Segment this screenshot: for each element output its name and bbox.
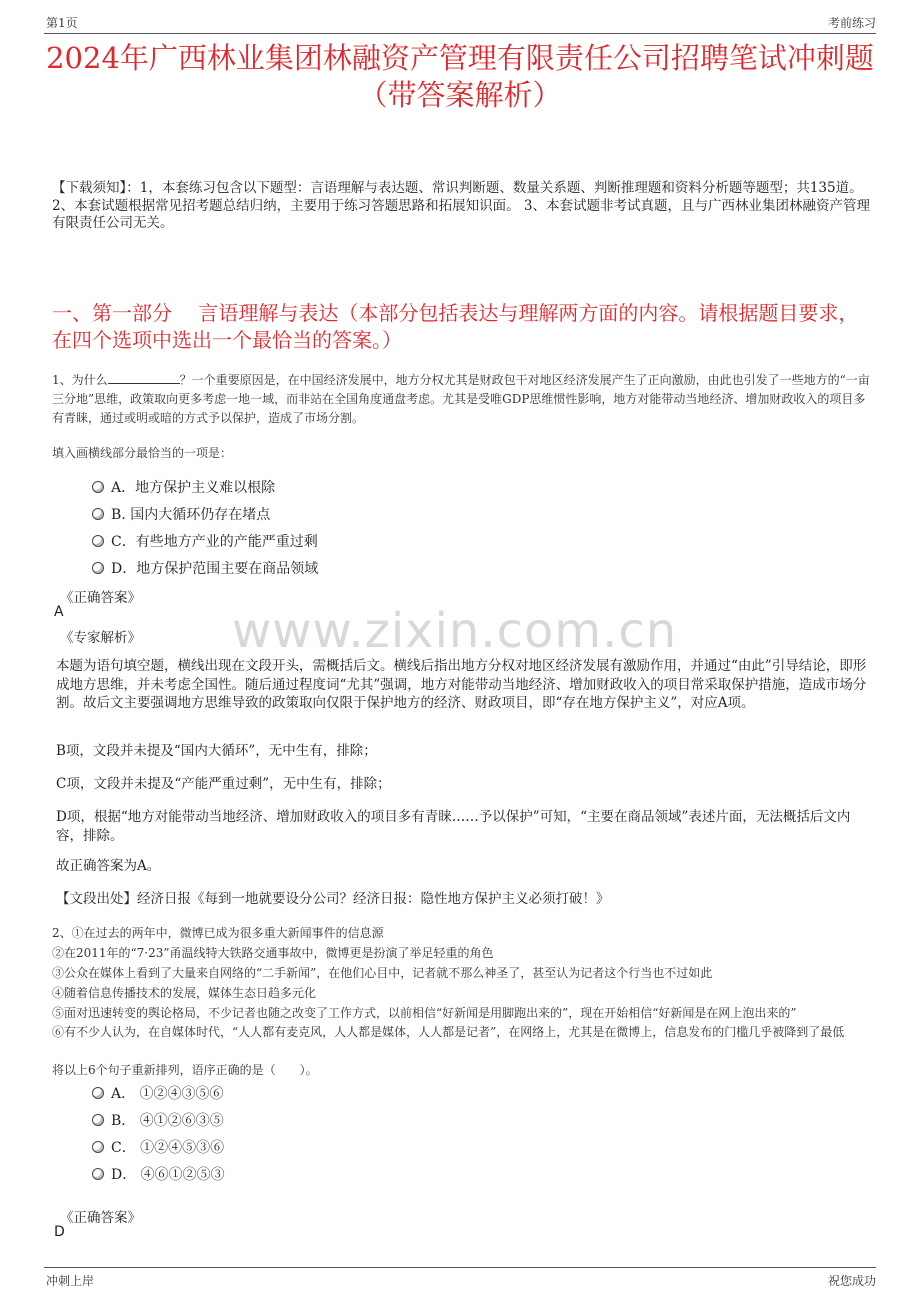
q2-option-a[interactable]: A． ①②④③⑤⑥: [92, 1083, 224, 1103]
q2-option-b[interactable]: B． ④①②⑥③⑤: [92, 1110, 224, 1130]
q1-option-c[interactable]: C．有些地方产业的产能严重过剩: [92, 531, 318, 551]
footer-left-label: 冲刺上岸: [46, 1274, 95, 1288]
answer-value: D: [54, 1224, 65, 1240]
question-2-line: ⑥有不少人认为，在自媒体时代，“人人都有麦克风，人人都是媒体，人人都是记者”，在网络上，尤其是在微博上，信息发布的门槛几乎被降到了最低: [52, 1025, 845, 1039]
fill-blank: [108, 371, 180, 384]
question-1-prompt: 填入画横线部分最恰当的一项是：: [52, 446, 233, 460]
question-2-line: ④随着信息传播技术的发展，媒体生态日趋多元化: [52, 986, 317, 1000]
radio-icon[interactable]: [92, 535, 104, 547]
analysis-conclusion: 故正确答案为A。: [56, 858, 161, 874]
radio-icon[interactable]: [92, 1114, 104, 1126]
q1-option-b[interactable]: B. 国内大循环仍存在堵点: [92, 504, 270, 524]
analysis-paragraph: D项，根据“地方对能带动当地经济、增加财政收入的项目多有青睐……予以保护”可知，“主要在商品领域”表述片面，无法概括后文内容，排除。: [56, 809, 851, 844]
footer-right-label: 祝您成功: [827, 1274, 876, 1288]
answer-label: 《正确答案》: [60, 590, 141, 606]
question-2-prompt: 将以上6个句子重新排列，语序正确的是（ ）。: [52, 1063, 318, 1077]
analysis-paragraph: B项，文段并未提及“国内大循环”，无中生有，排除；: [56, 743, 377, 759]
watermark: www.zixin.com.cn: [232, 603, 678, 659]
section-heading: 一、第一部分 言语理解与表达（本部分包括表达与理解两方面的内容。请根据题目要求，在四个选项中选出一个最恰当的答案。）: [52, 301, 859, 352]
download-notice: 【下载须知】：1，本套练习包含以下题型：言语理解与表达题、常识判断题、数量关系题、判断推理题和资料分析题等题型；共135道。 2、本套试题根据常见招考题总结归纳，主要用于练习答题思路和拓展知识面。 3、本套试题非考试真题，且与广西林业集团林融资产管理有限责任公司无关。: [52, 180, 870, 231]
radio-icon[interactable]: [92, 508, 104, 520]
analysis-paragraph: C项，文段并未提及“产能严重过剩”，无中生有，排除；: [56, 776, 391, 792]
question-2-line: ⑤面对迅速转变的舆论格局，不少记者也随之改变了工作方式，以前相信“好新闻是用脚跑出来的”，现在开始相信“好新闻是在网上泡出来的”: [52, 1006, 797, 1020]
radio-icon[interactable]: [92, 481, 104, 493]
question-1-stem-start: 1、为什么: [52, 373, 108, 387]
answer-value: A: [54, 604, 64, 620]
document-title: 2024年广西林业集团林融资产管理有限责任公司招聘笔试冲刺题（带答案解析）: [46, 41, 874, 112]
radio-icon[interactable]: [92, 1168, 104, 1180]
question-2-line: 2、①在过去的两年中，微博已成为很多重大新闻事件的信息源: [52, 926, 384, 940]
question-2-line: ③公众在媒体上看到了大量来自网络的“二手新闻”，在他们心目中，记者就不那么神圣了，甚至认为记者这个行当也不过如此: [52, 966, 713, 980]
footer-divider: [44, 1267, 876, 1268]
radio-icon[interactable]: [92, 1141, 104, 1153]
page-number: 第1页: [46, 16, 78, 30]
q2-option-d[interactable]: D． ④⑥①②⑤③: [92, 1164, 225, 1184]
question-2-line: ②在2011年的“7·23”甬温线特大铁路交通事故中，微博更是扮演了举足轻重的角色: [52, 946, 494, 960]
q2-option-c[interactable]: C． ①②④⑤③⑥: [92, 1137, 224, 1157]
analysis-paragraph: 本题为语句填空题，横线出现在文段开头，需概括后文。横线后指出地方分权对地区经济发展有激励作用，并通过“由此”引导结论，即形成地方思维，并未考虑全国性。随后通过程度词“尤其”强调，地方对能带动当地经济、增加财政收入的项目常采取保护措施，造成市场分割。故后文主要强调地方思维导致的政策取向仅限于保护地方的经济、财政项目，即“存在地方保护主义”，对应A项。: [56, 658, 867, 711]
header-divider: [44, 33, 876, 34]
radio-icon[interactable]: [92, 562, 104, 574]
header-label: 考前练习: [827, 16, 876, 30]
q1-option-a[interactable]: A．地方保护主义难以根除: [92, 477, 275, 497]
answer-label: 《正确答案》: [60, 1210, 141, 1226]
radio-icon[interactable]: [92, 1087, 104, 1099]
analysis-label: 《专家解析》: [60, 630, 141, 646]
q1-option-d[interactable]: D．地方保护范围主要在商品领域: [92, 558, 318, 578]
source-citation: 【文段出处】经济日报《每到一地就要设分公司？经济日报：隐性地方保护主义必须打破！》: [56, 891, 610, 907]
question-1-stem-rest: ？一个重要原因是，在中国经济发展中，地方分权尤其是财政包干对地区经济发展产生了正向激励，由此也引发了一些地方的“一亩三分地”思维，政策取向更多考虑一地一域，而非站在全国角度通盘考虑。尤其是受唯GDP思维惯性影响，地方对能带动当地经济、增加财政收入的项目多有青睐，通过或明或暗的方式予以保护，造成了市场分割。: [52, 373, 870, 425]
question-1-stem: [52, 371, 870, 428]
